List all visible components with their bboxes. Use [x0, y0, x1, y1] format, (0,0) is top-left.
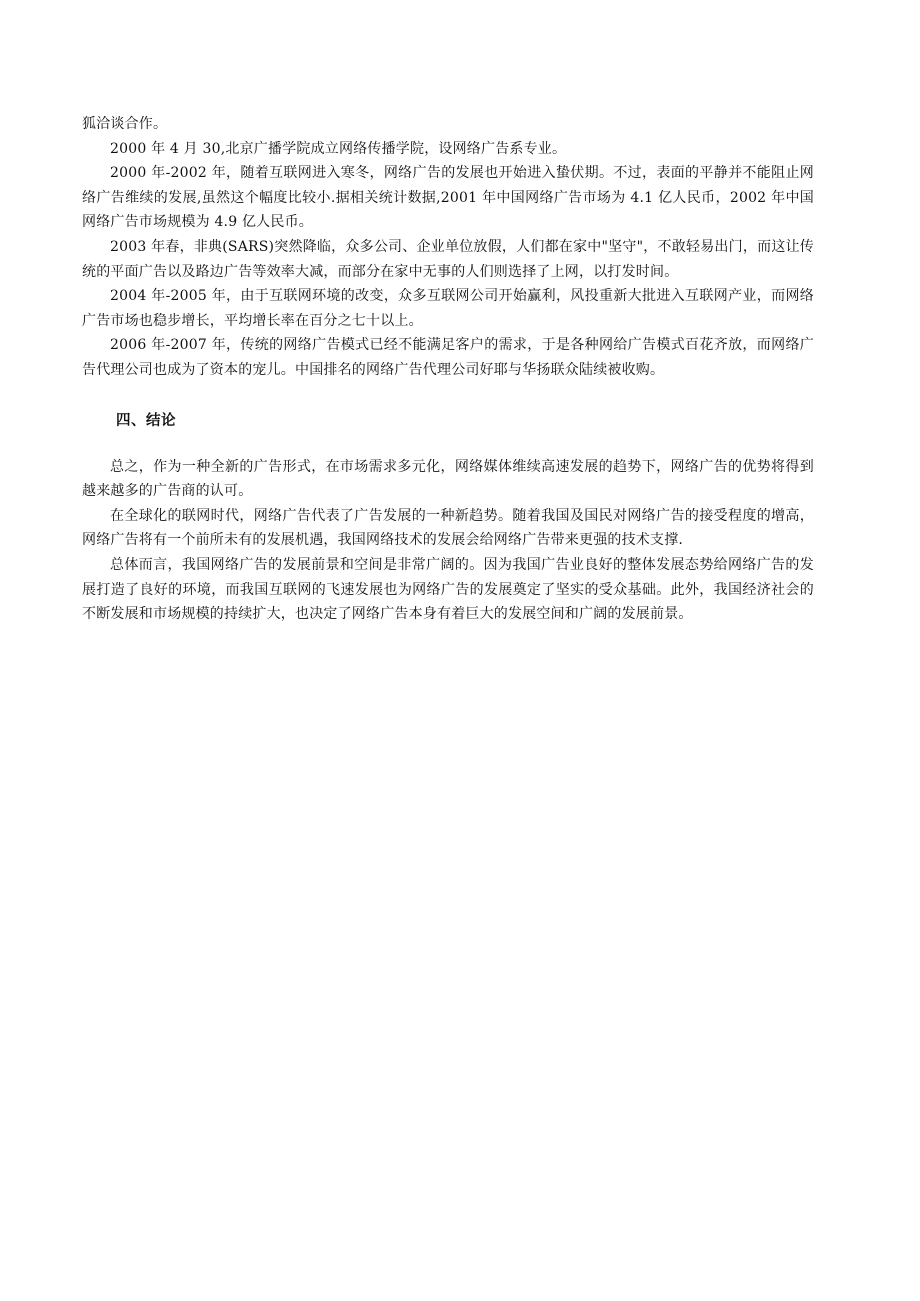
paragraph-conclusion-3: 总体而言，我国网络广告的发展前景和空间是非常广阔的。因为我国广告业良好的整体发展态势给网络广告的发展打造了良好的环境，而我国互联网的飞速发展也为网络广告的发展奠定了坚实的受众基础。此外，我国经济社会的不断发展和市场规模的持续扩大，也决定了网络广告本身有着巨大的发展空间和广阔的发展前景。: [82, 556, 814, 623]
document-body: [82, 112, 814, 627]
paragraph-conclusion-2: 在全球化的联网时代，网络广告代表了广告发展的一种新趋势。随着我国及国民对网络广告的接受程度的增高，网络广告将有一个前所未有的发展机遇，我国网络技术的发展会给网络广告带来更强的技术支撑.: [82, 507, 814, 549]
paragraph-2006-2007: 2006 年-2007 年，传统的网络广告模式已经不能满足客户的需求，于是各种网给广告模式百花齐放，而网络广告代理公司也成为了资本的宠儿。中国排名的网络广告代理公司好耶与华扬联众陆续被收购。: [82, 337, 814, 378]
paragraph-continuation: 狐洽谈合作。: [82, 116, 168, 132]
paragraph-2003: 2003 年春，非典(SARS)突然降临，众多公司、企业单位放假，人们都在家中"坚守"，不敢轻易出门，而这让传统的平面广告以及路边广告等效率大减，而部分在家中无事的人们则选择了上网，以打发时间。: [82, 238, 814, 280]
paragraph-2004-2005: 2004 年-2005 年，由于互联网环境的改变，众多互联网公司开始赢利，风投重新大批进入互联网产业，而网络广告市场也稳步增长，平均增长率在百分之七十以上。: [82, 288, 814, 329]
paragraph-2000-april: 2000 年 4 月 30,北京广播学院成立网络传播学院，设网络广告系专业。: [110, 140, 567, 157]
section-heading-conclusion: 四、结论: [116, 412, 176, 429]
paragraph-2000-2002: 2000 年-2002 年，随着互联网进入寒冬，网络广告的发展也开始进入蛰伏期。不过，表面的平静并不能阻止网络广告维续的发展,虽然这个幅度比较小.据相关统计数据,2001 年中国网络广告市场为 4.1 亿人民币，2002 年中国网络广告市场规模为 4.9 亿人民币。: [82, 165, 814, 231]
paragraph-conclusion-1: 总之，作为一种全新的广告形式，在市场需求多元化，网络媒体维续高速发展的趋势下，网络广告的优势将得到越来越多的广告商的认可。: [82, 458, 814, 500]
